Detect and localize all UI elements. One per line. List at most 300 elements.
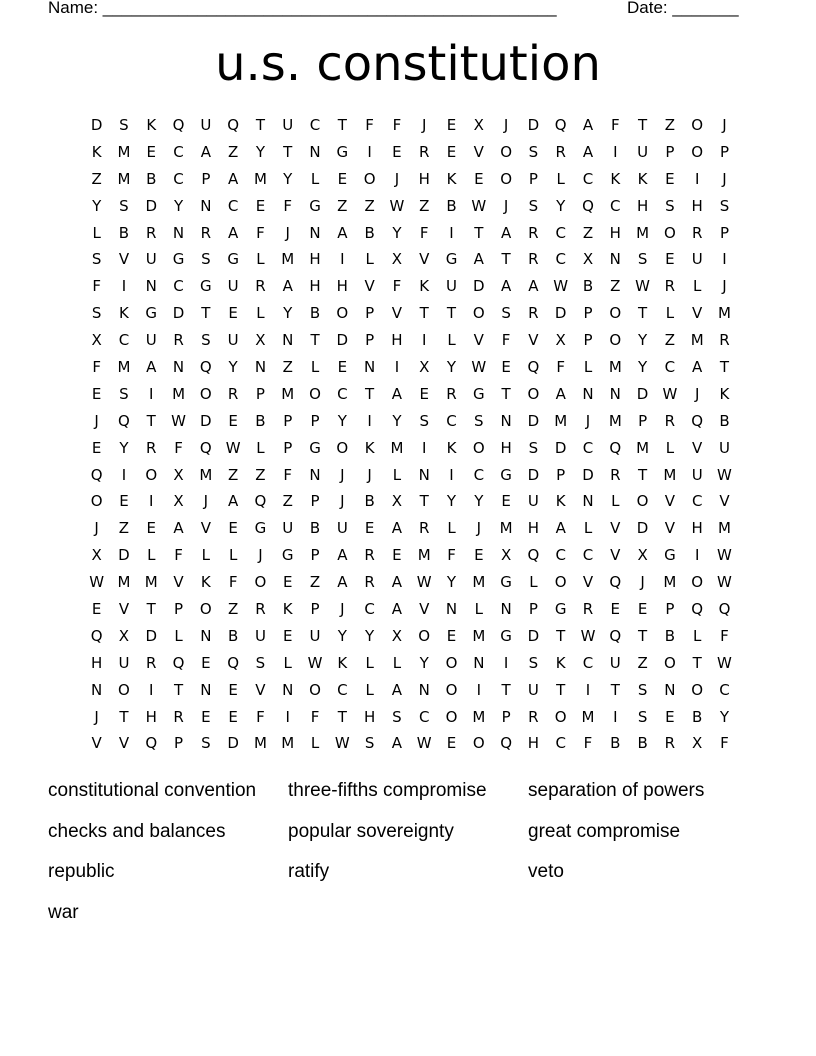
grid-letter: Y xyxy=(173,196,184,215)
grid-letter: F xyxy=(583,734,593,753)
grid-letter: E xyxy=(91,384,102,403)
grid-letter: A xyxy=(391,573,403,592)
grid-letter: W xyxy=(389,196,405,215)
grid-letter: C xyxy=(337,680,348,699)
grid-letter: O xyxy=(445,680,458,699)
word-list-item: great compromise xyxy=(528,820,681,842)
grid-letter: O xyxy=(554,573,567,592)
grid-letter: S xyxy=(719,196,730,215)
grid-letter: Q xyxy=(527,358,540,377)
grid-letter: B xyxy=(309,304,321,323)
grid-letter: J xyxy=(94,519,99,538)
grid-letter: I xyxy=(394,358,400,377)
grid-letter: N xyxy=(473,653,485,672)
grid-letter: K xyxy=(610,169,621,188)
word-list-row xyxy=(48,819,768,860)
grid-letter: X xyxy=(582,250,594,269)
grid-letter: C xyxy=(555,223,566,242)
grid-letter: T xyxy=(638,304,648,323)
grid-letter: J xyxy=(340,465,345,484)
grid-letter: P xyxy=(174,600,184,619)
grid-letter: Y xyxy=(337,411,347,430)
grid-letter: O xyxy=(691,116,704,134)
grid-letter: G xyxy=(227,250,239,269)
grid-letter: J xyxy=(476,519,482,538)
grid-letter: R xyxy=(528,304,539,323)
grid-letter: J xyxy=(285,223,290,242)
grid-letter: R xyxy=(610,465,621,484)
grid-letter: D xyxy=(90,116,103,134)
grid-letter: V xyxy=(692,438,703,457)
grid-letter: P xyxy=(638,411,648,430)
grid-letter: O xyxy=(90,492,103,511)
grid-letter: E xyxy=(228,707,238,726)
grid-letter: F xyxy=(283,196,293,215)
grid-letter: R xyxy=(719,331,730,350)
grid-letter: X xyxy=(391,250,403,269)
grid-letter: W xyxy=(717,546,732,565)
grid-letter: O xyxy=(199,600,212,619)
grid-letter: Y xyxy=(92,196,102,215)
grid-letter: T xyxy=(556,680,566,699)
grid-letter: D xyxy=(118,546,130,565)
grid-letter: V xyxy=(255,680,266,699)
grid-letter: H xyxy=(691,196,703,215)
grid-letter: U xyxy=(691,250,703,269)
grid-letter: R xyxy=(664,277,676,296)
grid-row xyxy=(83,462,738,489)
grid-letter: R xyxy=(146,438,157,457)
grid-letter: X xyxy=(419,358,430,377)
grid-letter: Y xyxy=(283,169,293,188)
date-line: Date: _______ xyxy=(627,0,739,17)
grid-letter: N xyxy=(609,384,621,403)
grid-letter: I xyxy=(476,680,482,699)
grid-letter: X xyxy=(91,546,102,565)
grid-letter: I xyxy=(503,653,509,672)
grid-letter: Q xyxy=(500,734,512,753)
grid-letter: M xyxy=(281,384,295,403)
grid-letter: J xyxy=(640,573,645,592)
grid-letter: E xyxy=(665,707,675,726)
grid-letter: E xyxy=(228,680,238,699)
word-list-item: separation of powers xyxy=(528,780,705,801)
grid-letter: A xyxy=(391,680,403,699)
grid-letter: K xyxy=(146,116,157,134)
grid-letter: O xyxy=(636,492,649,511)
grid-letter: H xyxy=(336,277,348,296)
grid-letter: N xyxy=(172,223,185,242)
grid-letter: A xyxy=(582,116,594,134)
grid-letter: B xyxy=(364,223,375,242)
grid-letter: O xyxy=(472,734,485,753)
grid-letter: G xyxy=(145,304,158,323)
grid-row xyxy=(83,408,738,435)
grid-letter: G xyxy=(664,546,676,565)
grid-letter: Z xyxy=(664,331,676,350)
grid-letter: F xyxy=(92,358,101,377)
grid-letter: C xyxy=(582,438,594,457)
grid-letter: I xyxy=(367,411,372,430)
grid-letter: K xyxy=(364,438,375,457)
grid-letter: A xyxy=(391,384,403,403)
grid-letter: L xyxy=(256,250,265,269)
grid-letter: T xyxy=(119,707,129,726)
grid-letter: B xyxy=(637,734,648,753)
grid-letter: I xyxy=(149,384,154,403)
grid-letter: L xyxy=(365,680,374,699)
grid-letter: D xyxy=(527,465,540,484)
grid-letter: O xyxy=(691,573,704,592)
grid-letter: G xyxy=(554,600,567,619)
grid-letter: X xyxy=(473,116,484,134)
grid-letter: F xyxy=(92,277,101,296)
grid-letter: M xyxy=(117,142,131,161)
grid-letter: F xyxy=(174,546,183,565)
grid-letter: Y xyxy=(419,653,429,672)
grid-letter: R xyxy=(146,653,157,672)
grid-letter: L xyxy=(447,519,456,538)
grid-letter: C xyxy=(418,707,430,726)
grid-letter: E xyxy=(282,626,293,645)
grid-letter: W xyxy=(553,277,569,296)
grid-letter: M xyxy=(390,438,404,457)
grid-letter: P xyxy=(528,169,538,188)
grid-letter: E xyxy=(91,438,102,457)
grid-letter: I xyxy=(449,223,454,242)
grid-letter: L xyxy=(665,438,675,457)
grid-letter: T xyxy=(638,465,648,484)
grid-letter: K xyxy=(119,304,129,323)
grid-letter: L xyxy=(201,546,211,565)
grid-letter: H xyxy=(145,707,157,726)
grid-letter: O xyxy=(663,653,676,672)
grid-row xyxy=(83,300,738,327)
grid-letter: H xyxy=(691,519,703,538)
grid-letter: J xyxy=(503,196,509,215)
grid-letter: R xyxy=(664,411,676,430)
grid-letter: D xyxy=(554,438,567,457)
grid-letter: A xyxy=(391,519,403,538)
word-list-item: republic xyxy=(48,861,115,882)
grid-letter: H xyxy=(527,519,540,538)
grid-letter: L xyxy=(310,734,320,753)
grid-letter: U xyxy=(336,519,348,538)
grid-letter: Z xyxy=(309,573,321,592)
grid-letter: E xyxy=(501,492,511,511)
grid-letter: F xyxy=(501,331,511,350)
grid-row xyxy=(83,569,738,596)
grid-letter: P xyxy=(583,331,593,350)
grid-letter: Z xyxy=(282,358,293,377)
grid-letter: S xyxy=(91,304,102,323)
grid-letter: H xyxy=(636,196,649,215)
grid-letter: K xyxy=(337,653,348,672)
grid-letter: C xyxy=(719,680,730,699)
word-list-item: war xyxy=(48,901,79,923)
grid-letter: A xyxy=(528,277,539,296)
grid-letter: Q xyxy=(90,465,103,484)
grid-letter: T xyxy=(365,384,375,403)
grid-letter: T xyxy=(419,304,429,323)
grid-letter: I xyxy=(613,142,618,161)
grid-letter: X xyxy=(255,331,266,350)
grid-letter: L xyxy=(447,331,456,350)
grid-letter: E xyxy=(665,250,675,269)
grid-letter: L xyxy=(256,438,265,457)
grid-letter: E xyxy=(255,196,266,215)
grid-letter: B xyxy=(146,169,157,188)
grid-letter: R xyxy=(146,223,157,242)
grid-letter: T xyxy=(283,142,293,161)
grid-letter: Q xyxy=(554,116,567,134)
grid-letter: W xyxy=(225,438,241,457)
grid-letter: C xyxy=(364,600,375,619)
grid-letter: N xyxy=(418,465,430,484)
grid-letter: T xyxy=(501,384,511,403)
grid-letter: Z xyxy=(637,653,648,672)
grid-letter: A xyxy=(473,250,484,269)
grid-letter: V xyxy=(200,519,211,538)
grid-letter: E xyxy=(337,358,348,377)
grid-letter: V xyxy=(528,331,539,350)
grid-letter: R xyxy=(528,250,539,269)
grid-letter: I xyxy=(722,250,727,269)
grid-letter: R xyxy=(364,573,375,592)
grid-letter: H xyxy=(418,169,430,188)
grid-row xyxy=(83,193,738,220)
grid-letter: G xyxy=(281,546,294,565)
grid-letter: O xyxy=(445,653,458,672)
grid-letter: U xyxy=(282,116,294,134)
grid-letter: C xyxy=(691,492,703,511)
grid-letter: F xyxy=(256,223,265,242)
grid-letter: V xyxy=(664,492,676,511)
grid-letter: F xyxy=(419,223,429,242)
grid-letter: S xyxy=(91,250,102,269)
word-list-item: veto xyxy=(528,861,564,882)
grid-letter: E xyxy=(146,142,156,161)
grid-letter: Q xyxy=(718,600,731,619)
grid-letter: C xyxy=(446,411,457,430)
grid-letter: Q xyxy=(609,438,622,457)
grid-letter: F xyxy=(283,465,293,484)
grid-letter: O xyxy=(145,465,158,484)
grid-letter: J xyxy=(340,600,345,619)
grid-letter: K xyxy=(719,384,730,403)
grid-letter: V xyxy=(419,600,430,619)
grid-letter: F xyxy=(365,116,374,134)
grid-letter: S xyxy=(665,196,675,215)
grid-letter: A xyxy=(555,519,566,538)
grid-letter: K xyxy=(91,142,102,161)
grid-letter: K xyxy=(446,169,457,188)
grid-letter: T xyxy=(446,304,457,323)
grid-letter: W xyxy=(307,653,323,672)
grid-letter: A xyxy=(391,734,403,753)
grid-letter: G xyxy=(336,142,349,161)
grid-letter: O xyxy=(609,304,622,323)
grid-letter: I xyxy=(121,277,127,296)
grid-letter: U xyxy=(118,653,130,672)
grid-letter: P xyxy=(310,600,320,619)
grid-letter: U xyxy=(200,116,212,134)
grid-letter: E xyxy=(228,411,238,430)
grid-letter: C xyxy=(118,331,130,350)
grid-letter: D xyxy=(636,384,649,403)
grid-letter: E xyxy=(637,600,648,619)
grid-letter: O xyxy=(500,142,512,161)
grid-letter: Z xyxy=(337,196,348,215)
grid-letter: I xyxy=(149,492,154,511)
grid-letter: H xyxy=(609,223,621,242)
grid-letter: O xyxy=(472,304,485,323)
grid-letter: V xyxy=(173,573,184,592)
grid-letter: L xyxy=(365,653,374,672)
name-line: Name: ________________________________________________ xyxy=(48,0,557,17)
grid-letter: N xyxy=(282,680,294,699)
grid-letter: V xyxy=(91,734,102,753)
grid-letter: M xyxy=(281,250,295,269)
grid-letter: B xyxy=(582,277,594,296)
grid-letter: M xyxy=(608,411,622,430)
grid-letter: W xyxy=(334,734,350,753)
grid-letter: U xyxy=(609,653,621,672)
grid-letter: N xyxy=(145,277,157,296)
grid-letter: L xyxy=(310,169,320,188)
grid-letter: R xyxy=(227,384,239,403)
grid-letter: N xyxy=(500,411,512,430)
grid-letter: Z xyxy=(118,519,130,538)
grid-letter: Z xyxy=(227,142,239,161)
grid-letter: Q xyxy=(118,411,130,430)
grid-letter: M xyxy=(117,169,131,188)
grid-letter: K xyxy=(446,438,457,457)
grid-row xyxy=(83,650,738,677)
grid-row xyxy=(83,515,738,542)
grid-letter: C xyxy=(227,196,239,215)
grid-letter: T xyxy=(610,680,620,699)
grid-letter: I xyxy=(694,169,700,188)
grid-letter: U xyxy=(527,492,539,511)
grid-letter: R xyxy=(173,707,184,726)
grid-letter: Z xyxy=(610,277,621,296)
grid-letter: Q xyxy=(691,411,704,430)
grid-letter: G xyxy=(254,519,267,538)
grid-letter: M xyxy=(417,546,431,565)
grid-letter: R xyxy=(255,600,266,619)
grid-letter: S xyxy=(119,196,129,215)
grid-letter: G xyxy=(472,384,485,403)
grid-letter: U xyxy=(309,626,321,645)
grid-letter: B xyxy=(364,492,375,511)
grid-letter: B xyxy=(227,626,239,645)
grid-letter: I xyxy=(149,680,154,699)
grid-letter: T xyxy=(173,680,184,699)
grid-letter: D xyxy=(554,304,567,323)
grid-letter: Y xyxy=(719,707,730,726)
grid-letter: P xyxy=(665,142,675,161)
grid-letter: B xyxy=(719,411,730,430)
grid-letter: V xyxy=(582,573,594,592)
grid-letter: M xyxy=(499,519,513,538)
grid-letter: D xyxy=(145,196,158,215)
grid-letter: H xyxy=(527,734,540,753)
grid-letter: M xyxy=(253,734,267,753)
grid-letter: V xyxy=(692,304,703,323)
grid-letter: Q xyxy=(609,626,622,645)
grid-letter: V xyxy=(118,600,130,619)
grid-letter: Q xyxy=(145,734,158,753)
grid-letter: M xyxy=(718,519,731,538)
grid-letter: P xyxy=(255,384,265,403)
grid-letter: L xyxy=(310,358,320,377)
grid-letter: R xyxy=(528,707,539,726)
grid-letter: V xyxy=(610,546,621,565)
grid-letter: J xyxy=(503,116,509,134)
grid-letter: S xyxy=(637,680,648,699)
grid-letter: U xyxy=(227,331,239,350)
grid-letter: S xyxy=(637,250,648,269)
grid-letter: P xyxy=(528,600,538,619)
grid-letter: A xyxy=(582,142,594,161)
grid-letter: M xyxy=(581,707,595,726)
grid-letter: E xyxy=(419,384,429,403)
grid-letter: D xyxy=(527,626,540,645)
grid-letter: D xyxy=(473,277,485,296)
grid-letter: L xyxy=(693,626,702,645)
grid-letter: D xyxy=(527,411,540,430)
grid-letter: Q xyxy=(227,116,240,134)
grid-letter: L xyxy=(665,304,675,323)
grid-letter: F xyxy=(256,707,265,726)
grid-letter: M xyxy=(172,384,186,403)
grid-letter: A xyxy=(146,358,157,377)
grid-row xyxy=(83,596,738,623)
grid-letter: A xyxy=(228,169,239,188)
grid-letter: Q xyxy=(582,196,594,215)
grid-letter: X xyxy=(391,492,403,511)
grid-letter: T xyxy=(556,626,566,645)
grid-letter: W xyxy=(471,196,487,215)
grid-letter: T xyxy=(501,250,511,269)
grid-letter: A xyxy=(337,573,348,592)
grid-letter: F xyxy=(447,546,456,565)
grid-letter: E xyxy=(91,600,102,619)
grid-letter: R xyxy=(200,223,212,242)
grid-letter: O xyxy=(254,573,267,592)
grid-letter: V xyxy=(419,250,430,269)
grid-letter: U xyxy=(145,250,157,269)
grid-letter: W xyxy=(717,465,732,484)
grid-letter: N xyxy=(418,680,430,699)
grid-letter: G xyxy=(445,250,458,269)
grid-letter: A xyxy=(337,223,348,242)
grid-letter: I xyxy=(613,707,618,726)
grid-letter: Q xyxy=(227,653,240,672)
grid-letter: A xyxy=(391,600,403,619)
grid-letter: V xyxy=(473,142,484,161)
grid-letter: E xyxy=(610,600,621,619)
grid-letter: N xyxy=(664,680,676,699)
grid-letter: A xyxy=(555,384,566,403)
grid-letter: W xyxy=(580,626,596,645)
grid-letter: X xyxy=(692,734,703,753)
grid-letter: P xyxy=(365,331,375,350)
grid-letter: E xyxy=(228,519,238,538)
grid-letter: P xyxy=(719,223,729,242)
grid-letter: J xyxy=(694,384,700,403)
